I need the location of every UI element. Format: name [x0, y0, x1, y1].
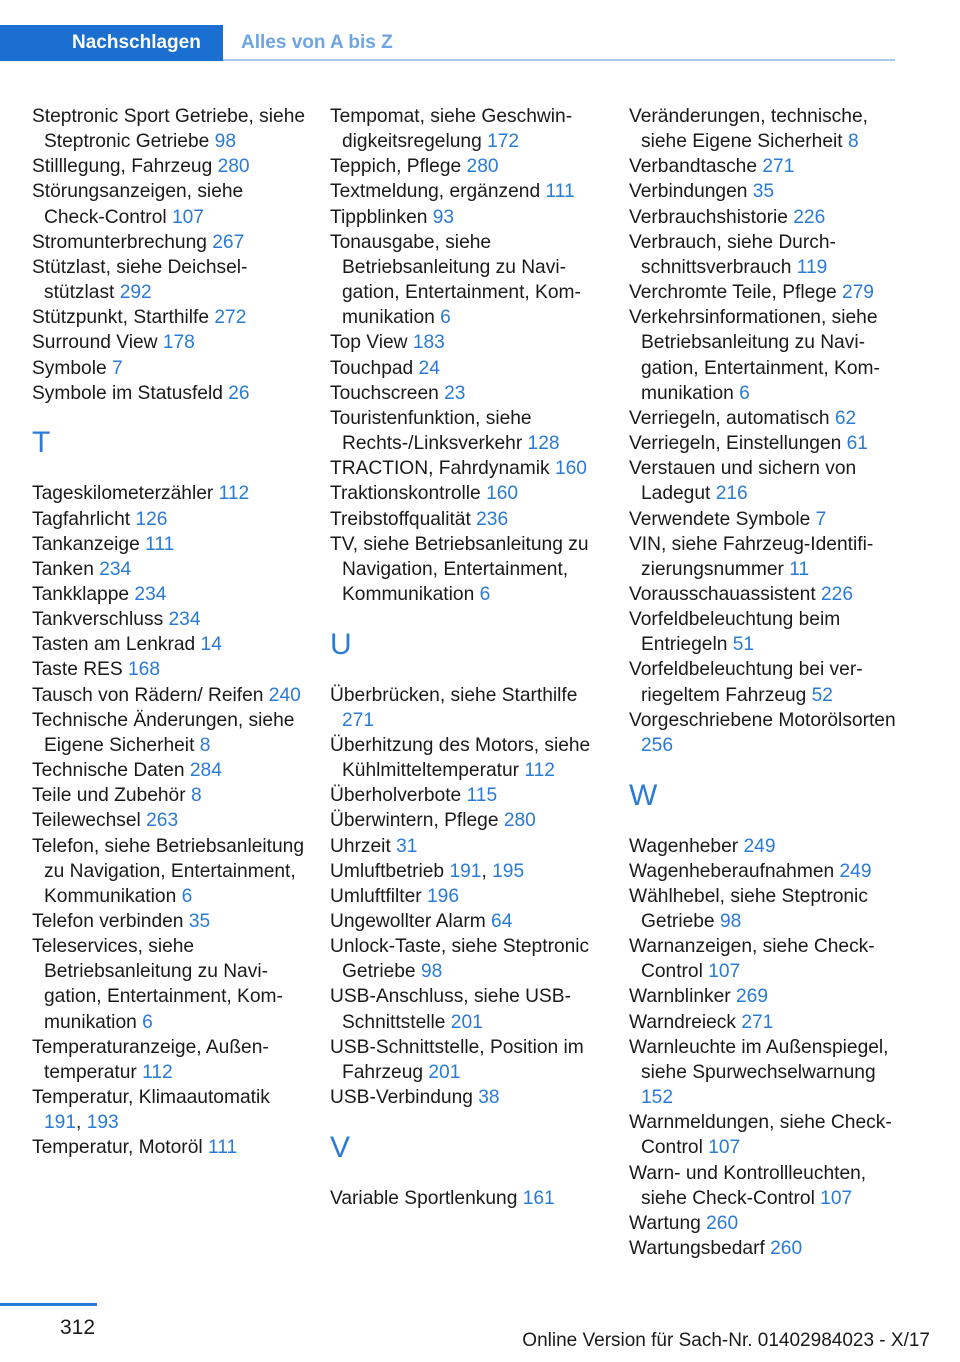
- index-entry-text: USB-Schnittstelle, Position im Fahrzeug: [330, 1036, 584, 1083]
- index-entry-text: Überhitzung des Motors, siehe Kühlmitteltemperatur: [330, 734, 591, 782]
- page-reference-link[interactable]: 23: [444, 382, 466, 404]
- index-entry: [32, 708, 307, 758]
- index-entry-text: Verbandtasche: [629, 156, 763, 178]
- index-entry-text: Steptronic Sport Getriebe, siehe Steptronic Getriebe: [32, 106, 306, 153]
- index-entry: [32, 758, 307, 783]
- index-entry-text: Traktionskontrolle: [330, 483, 487, 505]
- index-entry-text: Veränderungen, technische, siehe Eigene Sicherheit: [629, 106, 868, 153]
- page-reference-link[interactable]: 160: [486, 483, 519, 505]
- index-entry: [629, 1035, 909, 1110]
- page-reference-link[interactable]: 8: [199, 734, 211, 756]
- index-entry: [32, 230, 307, 255]
- index-entry-text: Vorfeldbeleuchtung beim Entriegeln: [629, 609, 841, 656]
- index-entry-text: Taste RES: [32, 659, 128, 681]
- index-entry: [629, 607, 909, 657]
- index-entry-text: Top View: [330, 332, 413, 354]
- page-reference-link[interactable]: 191: [44, 1112, 77, 1134]
- index-entry-text: Verriegeln, automatisch: [629, 407, 835, 429]
- page-reference-link[interactable]: 35: [188, 911, 211, 933]
- section-label: Nachschlagen: [72, 32, 201, 53]
- page-reference-link[interactable]: 24: [418, 357, 440, 379]
- index-entry: [330, 532, 605, 607]
- index-entry-text: Stützpunkt, Starthilfe: [32, 307, 215, 329]
- index-entry-text: Verstauen und sichern von Ladegut: [629, 458, 857, 505]
- page-reference-link[interactable]: 14: [200, 634, 222, 656]
- index-entry-text: Surround View: [32, 332, 163, 354]
- index-entry-text: Teile und Zubehör: [32, 785, 191, 807]
- index-entry-text: Wagenheber: [629, 835, 744, 857]
- index-entry: [32, 582, 307, 607]
- index-entry-text: Wartung: [629, 1212, 707, 1234]
- index-entry-text: Verbrauch, siehe Durchschnittsverbrauch: [629, 231, 836, 278]
- index-entry: [330, 808, 605, 833]
- page-reference-link[interactable]: 38: [478, 1087, 500, 1109]
- page-reference-link[interactable]: 93: [432, 206, 455, 228]
- page-reference-link[interactable]: 240: [268, 684, 301, 706]
- index-entry-text: Uhrzeit: [330, 835, 397, 857]
- page-header: [0, 25, 895, 61]
- section-tab[interactable]: [0, 25, 223, 61]
- index-entry: [32, 834, 307, 909]
- page-reference-link[interactable]: 292: [119, 282, 152, 304]
- page-reference-link[interactable]: 161: [522, 1187, 555, 1209]
- index-entry-text: Wartungsbedarf: [629, 1238, 771, 1260]
- index-entry-text: Wählhebel, siehe Steptronic Getriebe: [629, 885, 868, 933]
- index-entry: [32, 783, 307, 808]
- index-entry: [629, 834, 909, 859]
- page-reference-link[interactable]: 62: [834, 407, 857, 429]
- page-reference-link[interactable]: 111: [545, 181, 575, 203]
- page-reference-link[interactable]: 111: [145, 533, 175, 555]
- page-reference-link[interactable]: 267: [212, 231, 245, 253]
- index-entry-text: Tippblinken: [330, 206, 433, 228]
- index-entry-text: Vorausschauassistent: [629, 583, 821, 605]
- index-entry-text: Verbrauchshistorie: [629, 206, 794, 228]
- index-entry: [629, 884, 909, 934]
- index-entry-text: TRACTION, Fahrdynamik: [330, 458, 555, 480]
- index-entry: [629, 934, 909, 984]
- page-reference-link[interactable]: 249: [743, 835, 776, 857]
- index-entry: [629, 1236, 909, 1261]
- index-entry: [330, 179, 605, 204]
- index-entry: [330, 1186, 605, 1211]
- page-reference-link[interactable]: 6: [181, 885, 193, 907]
- index-entry: [330, 406, 605, 456]
- page-reference-link[interactable]: 201: [428, 1061, 461, 1083]
- index-entry: [330, 783, 605, 808]
- index-entry: [629, 1161, 909, 1211]
- index-entry: [629, 280, 909, 305]
- online-version-note: Online Version für Sach-Nr. 01402984023 - X/17: [522, 1330, 930, 1351]
- page-reference-link[interactable]: 260: [706, 1212, 739, 1234]
- index-entry: [32, 481, 307, 506]
- index-entry: [629, 305, 909, 406]
- page-reference-link[interactable]: 98: [214, 131, 236, 153]
- index-entry-text: Treibstoffqualität: [330, 508, 477, 530]
- page-reference-link[interactable]: 26: [228, 382, 250, 404]
- index-entry: [629, 154, 909, 179]
- index-entry: [629, 431, 909, 456]
- index-entry: [32, 255, 307, 305]
- subsection-tab[interactable]: Alles von A bis Z: [241, 32, 393, 53]
- page-reference-link[interactable]: 260: [770, 1238, 803, 1260]
- index-entry-text: Touchpad: [330, 357, 419, 379]
- index-entry: [629, 179, 909, 204]
- index-entry-text: Touchscreen: [330, 382, 445, 404]
- index-entry: [330, 507, 605, 532]
- page-reference-link[interactable]: 193: [86, 1112, 119, 1134]
- index-entry: [32, 356, 307, 381]
- index-entry: [32, 104, 307, 154]
- page-reference-link[interactable]: 280: [503, 810, 536, 832]
- index-entry-text: Temperatur, Motoröl: [32, 1137, 208, 1159]
- index-entry-text: Stromunterbrechung: [32, 231, 213, 253]
- index-entry-text: Überbrücken, siehe Starthilfe: [330, 684, 578, 706]
- index-entry: [32, 507, 307, 532]
- page-reference-link[interactable]: 6: [739, 382, 750, 404]
- page-reference-link[interactable]: 195: [492, 860, 525, 882]
- page-reference-link[interactable]: 216: [715, 483, 748, 505]
- index-entry: [32, 657, 307, 682]
- page-reference-link[interactable]: 6: [440, 307, 451, 329]
- page-reference-link[interactable]: 256: [641, 734, 674, 756]
- index-entry: [32, 179, 307, 229]
- index-entry: [32, 934, 307, 1035]
- index-entry-text: VIN, siehe Fahrzeug-Identifizierungsnummer: [629, 533, 874, 580]
- index-entry: [330, 683, 605, 733]
- index-entry: [330, 984, 605, 1034]
- index-entry-text: Technische Änderungen, siehe Eigene Sicherheit: [32, 709, 295, 756]
- page-reference-link[interactable]: 226: [793, 206, 826, 228]
- index-entry-text: Teilewechsel: [32, 810, 147, 832]
- header-rule: [223, 59, 895, 61]
- index-entry-text: Störungsanzeigen, siehe Check-Control: [32, 181, 244, 228]
- index-entry-text: TV, siehe Betriebsanleitung zu Navigation, Entertainment, Kommunikation: [330, 533, 589, 605]
- index-entry-text: USB-Anschluss, siehe USB-Schnittstelle: [330, 986, 571, 1033]
- index-entry-text: Tankanzeige: [32, 533, 146, 555]
- index-entry: [629, 104, 909, 154]
- index-entry-text: Warnanzeigen, siehe Check-Control: [629, 936, 875, 983]
- index-entry: [629, 230, 909, 280]
- index-entry: [330, 154, 605, 179]
- index-entry-text: Ungewollter Alarm: [330, 911, 492, 933]
- index-entry: [32, 808, 307, 833]
- index-entry-text: Tasten am Lenkrad: [32, 634, 201, 656]
- index-entry-text: Teleservices, siehe Betriebsanleitung zu Navigation, Entertainment, Kommunikation: [32, 936, 283, 1033]
- page-reference-link[interactable]: 119: [796, 256, 828, 278]
- page-reference-link[interactable]: 226: [821, 583, 854, 605]
- index-column-3: [629, 104, 909, 1261]
- index-entry: [32, 532, 307, 557]
- index-column-1: [32, 104, 307, 1161]
- page-reference-link[interactable]: 31: [396, 835, 418, 857]
- page-reference-link[interactable]: 6: [479, 583, 491, 605]
- index-entry-text: Vorfeldbeleuchtung bei verriegeltem Fahrzeug: [629, 659, 863, 706]
- index-entry: [32, 154, 307, 179]
- index-entry: [32, 305, 307, 330]
- index-entry: [629, 984, 909, 1009]
- index-entry: [330, 104, 605, 154]
- page-reference-link[interactable]: 11: [789, 558, 810, 580]
- index-entry-text: Verriegeln, Einstellungen: [629, 433, 847, 455]
- index-entry-text: Überwintern, Pflege: [330, 810, 504, 832]
- index-entry: [330, 1035, 605, 1085]
- page-reference-link[interactable]: 196: [427, 885, 460, 907]
- page-reference-link[interactable]: 111: [207, 1137, 238, 1159]
- page-reference-link[interactable]: 272: [214, 307, 247, 329]
- index-entry: [330, 330, 605, 355]
- index-entry-text: Symbole im Statusfeld: [32, 382, 229, 404]
- page-reference-link[interactable]: 112: [524, 760, 555, 782]
- page-reference-link[interactable]: 191: [449, 860, 482, 882]
- index-entry: [330, 230, 605, 331]
- index-entry: [629, 456, 909, 506]
- index-entry-text: Unlock-Taste, siehe Steptronic Getriebe: [330, 936, 590, 983]
- page-reference-link[interactable]: 64: [491, 911, 513, 933]
- index-entry: [330, 909, 605, 934]
- page-reference-link[interactable]: 178: [162, 332, 195, 354]
- index-entry: [330, 481, 605, 506]
- index-entry: [629, 532, 909, 582]
- page-reference-link[interactable]: 271: [762, 156, 795, 178]
- index-entry-text: Stilllegung, Fahrzeug: [32, 156, 218, 178]
- index-entry: [32, 632, 307, 657]
- index-entry-text: Tagfahrlicht: [32, 508, 136, 530]
- index-entry: [629, 708, 909, 758]
- index-entry: [629, 859, 909, 884]
- index-entry: [32, 381, 307, 406]
- page-reference-link[interactable]: 234: [99, 558, 132, 580]
- index-letter-heading: U: [330, 627, 352, 661]
- index-entry-text: Warnleuchte im Außenspiegel, siehe Spurwechselwarnung: [629, 1036, 889, 1083]
- index-entry: [629, 205, 909, 230]
- index-letter-heading: T: [32, 426, 51, 460]
- page-reference-link[interactable]: 172: [487, 131, 520, 153]
- page-reference-link[interactable]: 107: [708, 961, 741, 983]
- page-reference-link[interactable]: 280: [217, 156, 250, 178]
- index-entry: [32, 909, 307, 934]
- page-reference-link[interactable]: 107: [171, 206, 204, 228]
- page-number: 312: [60, 1316, 96, 1339]
- index-entry-text: USB-Verbindung: [330, 1087, 479, 1109]
- page-reference-link[interactable]: 152: [641, 1087, 674, 1109]
- index-entry-text: Technische Daten: [32, 760, 190, 782]
- index-entry-text: Tageskilometerzähler: [32, 483, 219, 505]
- page-reference-link[interactable]: 168: [127, 659, 160, 681]
- page-reference-link[interactable]: 52: [811, 684, 833, 706]
- index-entry-text: Temperatur, Klimaautomatik: [32, 1087, 270, 1109]
- page-reference-link[interactable]: 115: [466, 785, 498, 807]
- index-entry: [629, 657, 909, 707]
- index-entry-text: Überholverbote: [330, 785, 467, 807]
- index-entry: [330, 381, 605, 406]
- index-entry: [330, 356, 605, 381]
- index-entry: [629, 507, 909, 532]
- index-entry-text: Wagenheberaufnahmen: [629, 860, 840, 882]
- index-entry: [629, 1010, 909, 1035]
- index-entry: [330, 884, 605, 909]
- index-column-2: [330, 104, 605, 1211]
- page-reference-link[interactable]: 98: [719, 911, 742, 933]
- index-entry-text: Temperaturanzeige, Außentemperatur: [32, 1036, 269, 1083]
- page-reference-link[interactable]: 51: [732, 634, 755, 656]
- page-reference-link[interactable]: 7: [111, 357, 123, 379]
- index-entry-text: Teppich, Pflege: [330, 156, 467, 178]
- page-reference-link[interactable]: 249: [839, 860, 872, 882]
- index-entry-text: Vorgeschriebene Motorölsorten: [629, 709, 896, 731]
- index-entry-text: Symbole: [32, 357, 112, 379]
- index-entry-text: Tankverschluss: [32, 609, 169, 631]
- index-entry-text: Tanken: [32, 558, 100, 580]
- index-entry-text: Touristenfunktion, siehe Rechts-/Linksverkehr: [330, 407, 532, 455]
- index-entry: [629, 406, 909, 431]
- page-reference-link[interactable]: 112: [218, 483, 250, 505]
- index-entry-text: Warn- und Kontrollleuchten, siehe Check-Control: [629, 1162, 867, 1209]
- index-entry-text: Warndreieck: [629, 1011, 742, 1033]
- page-reference-link[interactable]: 263: [146, 810, 179, 832]
- index-letter-heading: W: [629, 778, 658, 812]
- index-entry-text: Tempomat, siehe Geschwindigkeitsregelung: [330, 106, 573, 153]
- index-entry: [330, 733, 605, 783]
- index-entry-text: Telefon verbinden: [32, 911, 189, 933]
- page-reference-link[interactable]: 128: [527, 433, 560, 455]
- page-reference-link[interactable]: 236: [476, 508, 509, 530]
- page-reference-link[interactable]: 183: [412, 332, 445, 354]
- index-entry: [32, 683, 307, 708]
- index-entry: Umluftbetrieb 191, 195: [330, 860, 525, 882]
- index-entry-text: Verchromte Teile, Pflege: [629, 282, 842, 304]
- page-reference-link[interactable]: 279: [841, 282, 874, 304]
- page-reference-link[interactable]: 61: [846, 433, 868, 455]
- page-reference-link[interactable]: 271: [342, 709, 375, 731]
- index-entry-text: Tonausgabe, siehe Betriebsanleitung zu Navigation, Entertainment, Kommunikation: [330, 231, 581, 329]
- index-entry-text: Telefon, siehe Betriebsanleitung zu Navigation, Entertainment, Kommunikation: [32, 835, 305, 907]
- index-entry-text: Verkehrsinformationen, siehe Betriebsanleitung zu Navigation, Entertainment, Kommunikation: [629, 307, 880, 404]
- page-reference-link[interactable]: 107: [708, 1137, 741, 1159]
- index-entry: [32, 1135, 307, 1160]
- index-entry: [330, 934, 605, 984]
- index-entry-text: Warnmeldungen, siehe Check-Control: [629, 1112, 892, 1159]
- page-reference-link[interactable]: 8: [190, 785, 202, 807]
- page-reference-link[interactable]: 234: [168, 609, 201, 631]
- index-entry: [330, 1085, 605, 1110]
- page-reference-link[interactable]: 269: [735, 986, 768, 1008]
- page-reference-link[interactable]: 6: [142, 1011, 153, 1033]
- page-reference-link[interactable]: 160: [554, 458, 587, 480]
- page-reference-link[interactable]: 280: [466, 156, 499, 178]
- page-reference-link[interactable]: 234: [134, 583, 167, 605]
- page-reference-link[interactable]: 271: [741, 1011, 774, 1033]
- page-reference-link[interactable]: 112: [142, 1061, 173, 1083]
- index-entry: [32, 330, 307, 355]
- index-entry-text: Verbindungen: [629, 181, 753, 203]
- index-entry-text: Umluftbetrieb: [330, 860, 450, 882]
- page-reference-link[interactable]: 284: [189, 760, 222, 782]
- page-reference-link[interactable]: 98: [420, 961, 443, 983]
- page-reference-link[interactable]: 35: [752, 181, 775, 203]
- page-reference-link[interactable]: 7: [815, 508, 827, 530]
- index-entry: [330, 834, 605, 859]
- index-entry-text: Warnblinker: [629, 986, 736, 1008]
- index-entry: [629, 582, 909, 607]
- index-entry: [32, 1035, 307, 1085]
- footer-accent-bar: [0, 1303, 97, 1306]
- index-entry: [330, 205, 605, 230]
- index-entry-text: Variable Sportlenkung: [330, 1187, 523, 1209]
- page-reference-link[interactable]: 201: [450, 1011, 483, 1033]
- index-entry-text: Textmeldung, ergänzend: [330, 181, 546, 203]
- index-entry-text: Tankklappe: [32, 583, 135, 605]
- page-reference-link[interactable]: 126: [135, 508, 168, 530]
- index-entry: [32, 607, 307, 632]
- index-entry: [629, 1211, 909, 1236]
- index-entry-text: Umluftfilter: [330, 885, 428, 907]
- index-entry: [629, 1110, 909, 1160]
- index-letter-heading: V: [330, 1130, 351, 1164]
- index-entry-text: Tausch von Rädern/ Reifen: [32, 684, 269, 706]
- index-entry-text: Verwendete Symbole: [629, 508, 816, 530]
- index-entry: [330, 456, 605, 481]
- index-entry: Temperatur, Klimaautomatik 191, 193: [32, 1087, 270, 1134]
- page-reference-link[interactable]: 107: [820, 1187, 853, 1209]
- page-reference-link[interactable]: 8: [847, 131, 859, 153]
- index-entry: [32, 557, 307, 582]
- index-entry-text: Stützlast, siehe Deichselstützlast: [32, 256, 248, 304]
